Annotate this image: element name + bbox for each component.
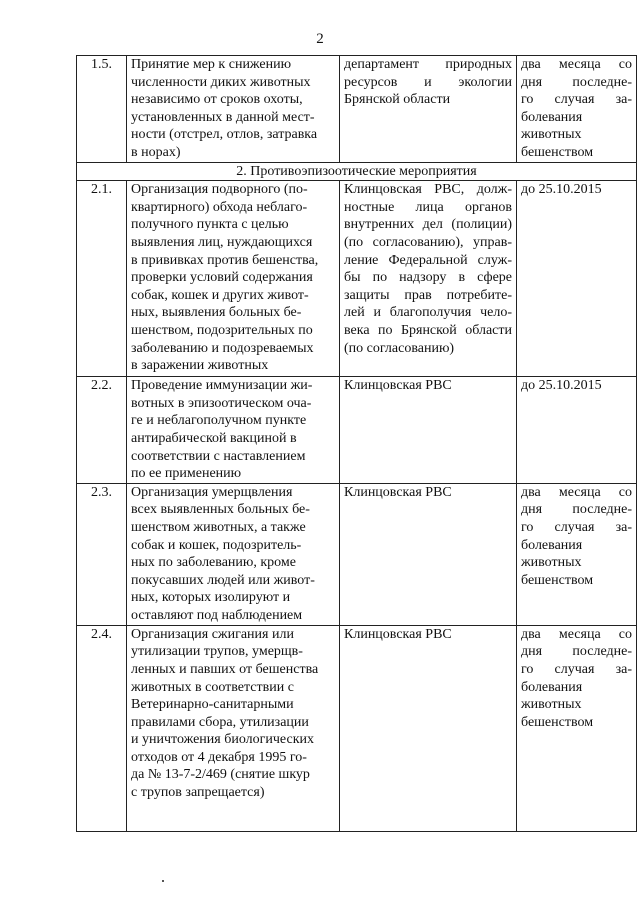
deadline-text [517, 181, 637, 377]
responsible-text-line: ление Федеральной служ- [344, 252, 512, 268]
deadline-text-line: два месяца со [521, 57, 632, 72]
deadline-text [517, 483, 637, 625]
measure-text-line: ге и неблагополучном пункте [131, 413, 307, 429]
deadline-text-line: бешенством [521, 714, 594, 730]
measure-text-line: проверки условий содержания [131, 270, 313, 286]
deadline-text-line: дня последне- [521, 502, 632, 518]
measure-text-line: ных, выявления больных бе- [131, 305, 302, 321]
measure-text-line: собак и кошек, подозритель- [131, 537, 302, 553]
responsible-text [340, 483, 517, 625]
measure-text-line: животных в соответствии с [131, 679, 294, 695]
measures-table [76, 55, 637, 832]
section-header-row [77, 162, 637, 181]
measure-text-line: установленных в данной мест- [131, 109, 315, 125]
measure-text-line: получного пункта с целью [131, 217, 289, 233]
deadline-text-line: до 25.10.2015 [521, 378, 602, 394]
deadline-text-line: го случая за- [521, 92, 632, 108]
measure-text-line: да № 13-7-2/469 (снятие шкур [131, 767, 310, 783]
responsible-text [340, 625, 517, 831]
responsible-text [340, 181, 517, 377]
measure-text-line: всех выявленных больных бе- [131, 502, 310, 518]
measure-text [127, 56, 340, 163]
measure-text-line: соответствии с наставлением [131, 448, 306, 464]
deadline-text [517, 56, 637, 163]
item-number: 2.2. [77, 377, 127, 484]
responsible-text-line: Клинцовская РВС [344, 484, 452, 500]
deadline-text-line: бешенством [521, 144, 594, 160]
item-number: 2.3. [77, 483, 127, 625]
responsible-text-line: ресурсов и экологии [344, 74, 512, 90]
measure-text-line: Организация подворного (по- [131, 182, 308, 198]
deadline-text-line: болевания [521, 109, 583, 125]
measure-text-line: по ее применению [131, 466, 242, 482]
responsible-text-line: Клинцовская РВС [344, 626, 452, 642]
responsible-text-line: (по согласованию) [344, 340, 455, 356]
deadline-text-line: животных [521, 127, 582, 143]
responsible-text-line: века по Брянской области [344, 322, 512, 338]
table-row [77, 56, 637, 163]
measure-text [127, 483, 340, 625]
measure-text-line: вотных в эпизоотическом оча- [131, 395, 312, 411]
responsible-text-line: лей и благополучия чело- [344, 305, 512, 321]
measure-text-line: независимо от сроков охоты, [131, 92, 303, 108]
measure-text-line: выявления лиц, нуждающихся [131, 234, 313, 250]
measure-text-line: ности (отстрел, отлов, затравка [131, 127, 318, 143]
measure-text-line: численности диких животных [131, 74, 311, 90]
measure-text-line: ных, которых изолируют и [131, 590, 291, 606]
measure-text-line: антирабической вакциной в [131, 430, 297, 446]
measure-text-line: покусавших людей или живот- [131, 572, 315, 588]
deadline-text-line: животных [521, 555, 582, 571]
deadline-text-line: до 25.10.2015 [521, 182, 602, 198]
table-row [77, 625, 637, 831]
section-title: 2. Противоэпизоотические мероприятия [77, 162, 637, 181]
deadline-text-line: дня последне- [521, 644, 632, 660]
measure-text-line: Организация умерщвления [131, 484, 293, 500]
item-number: 2.4. [77, 625, 127, 831]
measure-text [127, 181, 340, 377]
scan-speck [162, 880, 164, 882]
measure-text-line: заболеванию и подозреваемых [131, 340, 314, 356]
measure-text-line: квартирного) обхода неблаго- [131, 199, 308, 215]
deadline-text-line: го случая за- [521, 519, 632, 535]
measure-text-line: утилизации трупов, умерщв- [131, 644, 303, 660]
measure-text-line: и уничтожения биологических [131, 732, 314, 748]
responsible-text [340, 56, 517, 163]
responsible-text-line: внутренних дел (полиции) [344, 217, 512, 233]
measure-text-line: шенством животных, а также [131, 519, 306, 535]
deadline-text [517, 625, 637, 831]
responsible-text-line: защиты прав потребите- [344, 287, 512, 303]
deadline-text-line: два месяца со [521, 626, 632, 642]
item-number: 2.1. [77, 181, 127, 377]
page-number: 2 [316, 31, 324, 47]
measure-text-line: в прививках против бешенства, [131, 252, 319, 268]
measure-text-line: в заражении животных [131, 358, 269, 374]
measure-text-line: оставляют под наблюдением [131, 607, 303, 623]
responsible-text-line: (по согласованию), управ- [344, 234, 512, 250]
responsible-text [340, 377, 517, 484]
responsible-text-line: ностные лица органов [344, 199, 512, 215]
measure-text-line: отходов от 4 декабря 1995 го- [131, 749, 307, 765]
measure-text-line: Организация сжигания или [131, 626, 294, 642]
measure-text-line: Принятие мер к снижению [131, 57, 292, 72]
measure-text-line: Проведение иммунизации жи- [131, 378, 313, 394]
deadline-text-line: дня последне- [521, 74, 632, 90]
responsible-text-line: Клинцовская РВС [344, 378, 452, 394]
measure-text-line: собак, кошек и других живот- [131, 287, 309, 303]
responsible-text-line: Клинцовская РВС, долж- [344, 182, 512, 198]
table-row [77, 377, 637, 484]
deadline-text [517, 377, 637, 484]
measure-text-line: шенством, подозрительных по [131, 322, 313, 338]
deadline-text-line: го случая за- [521, 661, 632, 677]
table-row [77, 483, 637, 625]
measure-text-line: ленных и павших от бешенства [131, 661, 319, 677]
table-row [77, 181, 637, 377]
measure-text-line: ных по заболеванию, кроме [131, 555, 296, 571]
measure-text-line: в норах) [131, 144, 181, 160]
responsible-text-line: бы по надзору в сфере [344, 270, 512, 286]
item-number: 1.5. [77, 56, 127, 163]
deadline-text-line: болевания [521, 679, 583, 695]
measure-text-line: с трупов запрещается) [131, 785, 265, 801]
measure-text [127, 625, 340, 831]
responsible-text-line: Брянской области [344, 92, 451, 108]
deadline-text-line: бешенством [521, 572, 594, 588]
responsible-text-line: департамент природных [344, 57, 512, 72]
deadline-text-line: два месяца со [521, 484, 632, 500]
deadline-text-line: болевания [521, 537, 583, 553]
deadline-text-line: животных [521, 697, 582, 713]
measure-text-line: правилами сбора, утилизации [131, 714, 309, 730]
measure-text-line: Ветеринарно-санитарными [131, 697, 294, 713]
measure-text [127, 377, 340, 484]
